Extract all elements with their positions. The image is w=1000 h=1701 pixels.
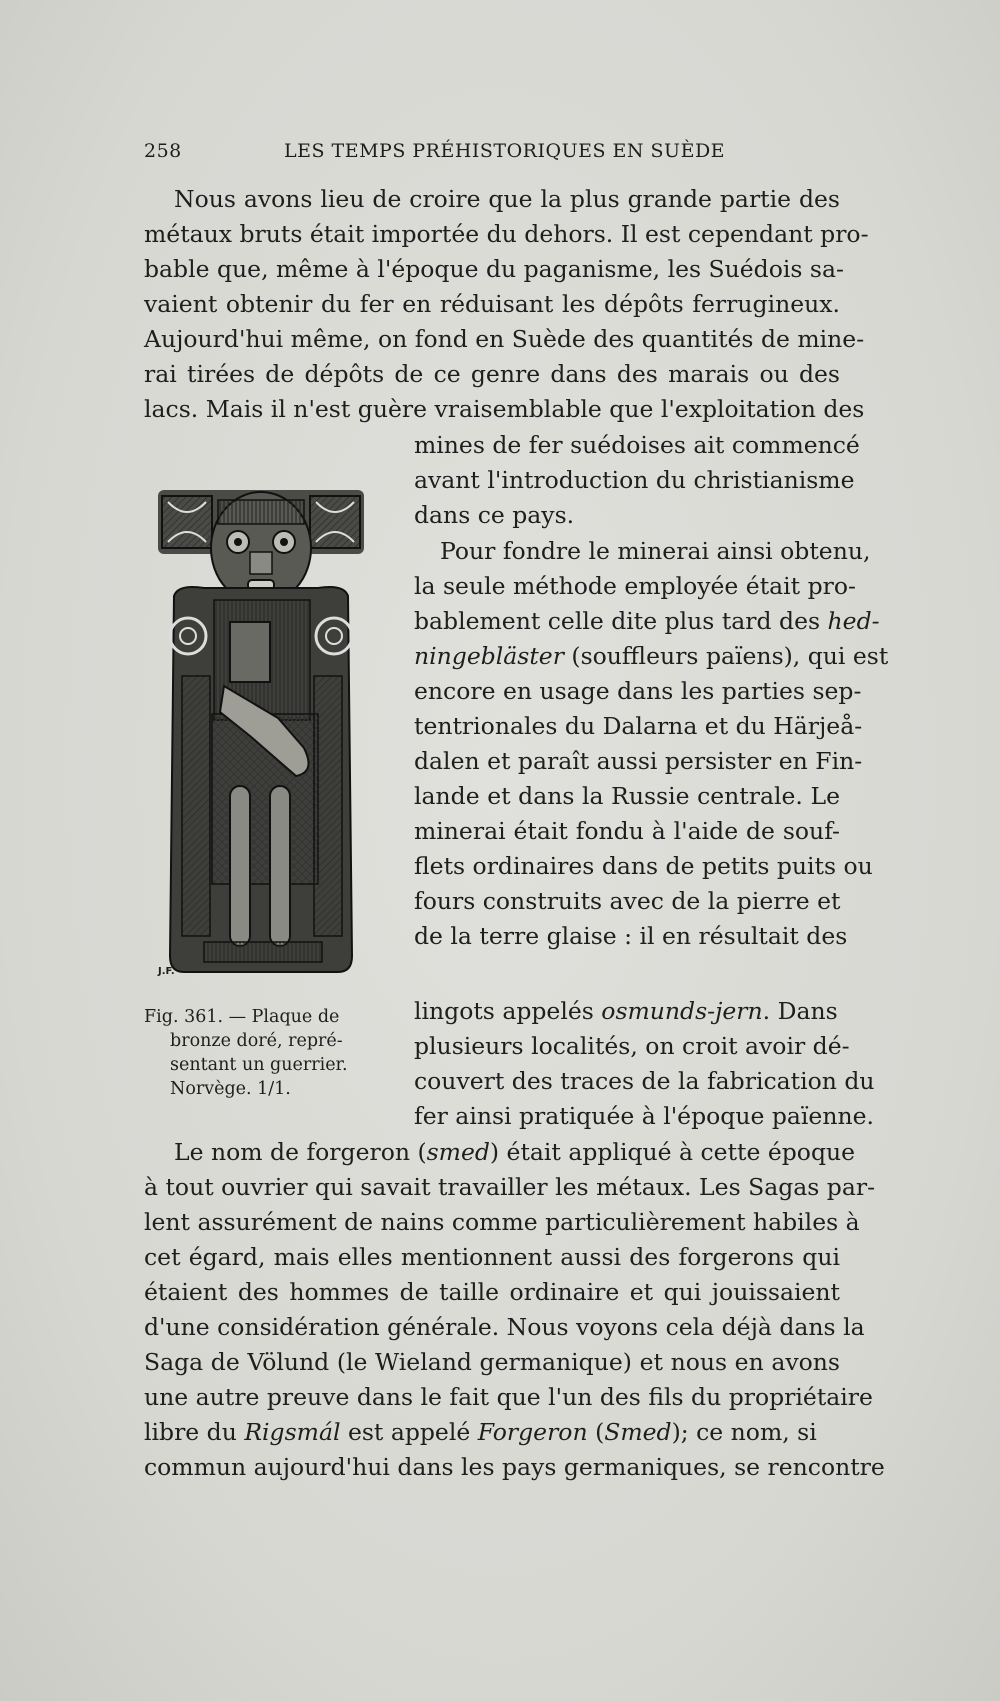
text-line: libre du Rigsmál est appelé Forgeron (Smed); ce nom, si bbox=[144, 1418, 817, 1446]
text-line: commun aujourd'hui dans les pays germaniques, se rencontre bbox=[144, 1453, 885, 1481]
text-line: flets ordinaires dans de petits puits ou bbox=[414, 852, 873, 880]
text-line: Aujourd'hui même, on fond en Suède des quantités de mine- bbox=[144, 325, 865, 353]
text-line: lande et dans la Russie centrale. Le bbox=[414, 782, 840, 810]
text-line: mines de fer suédoises ait commencé bbox=[414, 431, 860, 459]
text-line: d'une considération générale. Nous voyons cela déjà dans la bbox=[144, 1313, 865, 1341]
text-line: tentrionales du Dalarna et du Härjeå- bbox=[414, 712, 863, 740]
text-line: fer ainsi pratiquée à l'époque païenne. bbox=[414, 1102, 874, 1130]
figure-caption-line: sentant un guerrier. bbox=[170, 1055, 348, 1075]
text-line: dans ce pays. bbox=[414, 501, 575, 529]
engraver-signature: J.F. bbox=[158, 966, 175, 977]
text-line: dalen et paraît aussi persister en Fin- bbox=[414, 747, 863, 775]
running-head: LES TEMPS PRÉHISTORIQUES EN SUÈDE bbox=[284, 140, 726, 162]
text-line: bablement celle dite plus tard des hed- bbox=[414, 607, 880, 635]
warrior-plaque-illustration bbox=[154, 486, 368, 980]
text-line: la seule méthode employée était pro- bbox=[414, 572, 856, 600]
text-line: Nous avons lieu de croire que la plus grande partie des bbox=[174, 185, 840, 213]
text-line: avant l'introduction du christianisme bbox=[414, 466, 855, 494]
text-line: Le nom de forgeron (smed) était appliqué à cette époque bbox=[174, 1138, 856, 1166]
text-line: cet égard, mais elles mentionnent aussi des forgerons qui bbox=[144, 1243, 840, 1271]
text-line: étaient des hommes de taille ordinaire et qui jouissaient bbox=[144, 1278, 840, 1306]
figure-caption-line: bronze doré, repré- bbox=[170, 1031, 343, 1051]
text-line: ningebläster (souffleurs païens), qui est bbox=[414, 642, 889, 670]
text-line: fours construits avec de la pierre et bbox=[414, 887, 841, 915]
page-header bbox=[144, 136, 744, 170]
text-line: lent assurément de nains comme particulièrement habiles à bbox=[144, 1208, 860, 1236]
page-number: 258 bbox=[144, 140, 182, 162]
text-line: de la terre glaise : il en résultait des bbox=[414, 922, 848, 950]
text-line: bable que, même à l'époque du paganisme, les Suédois sa- bbox=[144, 255, 844, 283]
text-line: plusieurs localités, on croit avoir dé- bbox=[414, 1032, 850, 1060]
figure-caption-line: Fig. 361. — Plaque de bbox=[144, 1007, 340, 1027]
text-line: vaient obtenir du fer en réduisant les dépôts ferrugineux. bbox=[144, 290, 840, 318]
text-line: encore en usage dans les parties sep- bbox=[414, 677, 862, 705]
text-line: métaux bruts était importée du dehors. Il est cependant pro- bbox=[144, 220, 869, 248]
text-line: minerai était fondu à l'aide de souf- bbox=[414, 817, 840, 845]
text-line: à tout ouvrier qui savait travailler les métaux. Les Sagas par- bbox=[144, 1173, 876, 1201]
text-line: Pour fondre le minerai ainsi obtenu, bbox=[440, 537, 871, 565]
text-line: rai tirées de dépôts de ce genre dans des marais ou des bbox=[144, 360, 840, 388]
figure-caption-line: Norvège. 1/1. bbox=[170, 1079, 291, 1099]
text-line: Saga de Völund (le Wieland germanique) et nous en avons bbox=[144, 1348, 840, 1376]
text-line: couvert des traces de la fabrication du bbox=[414, 1067, 875, 1095]
text-line: lacs. Mais il n'est guère vraisemblable que l'exploitation des bbox=[144, 395, 865, 423]
text-line: une autre preuve dans le fait que l'un des fils du propriétaire bbox=[144, 1383, 873, 1411]
text-line: lingots appelés osmunds-jern. Dans bbox=[414, 997, 838, 1025]
